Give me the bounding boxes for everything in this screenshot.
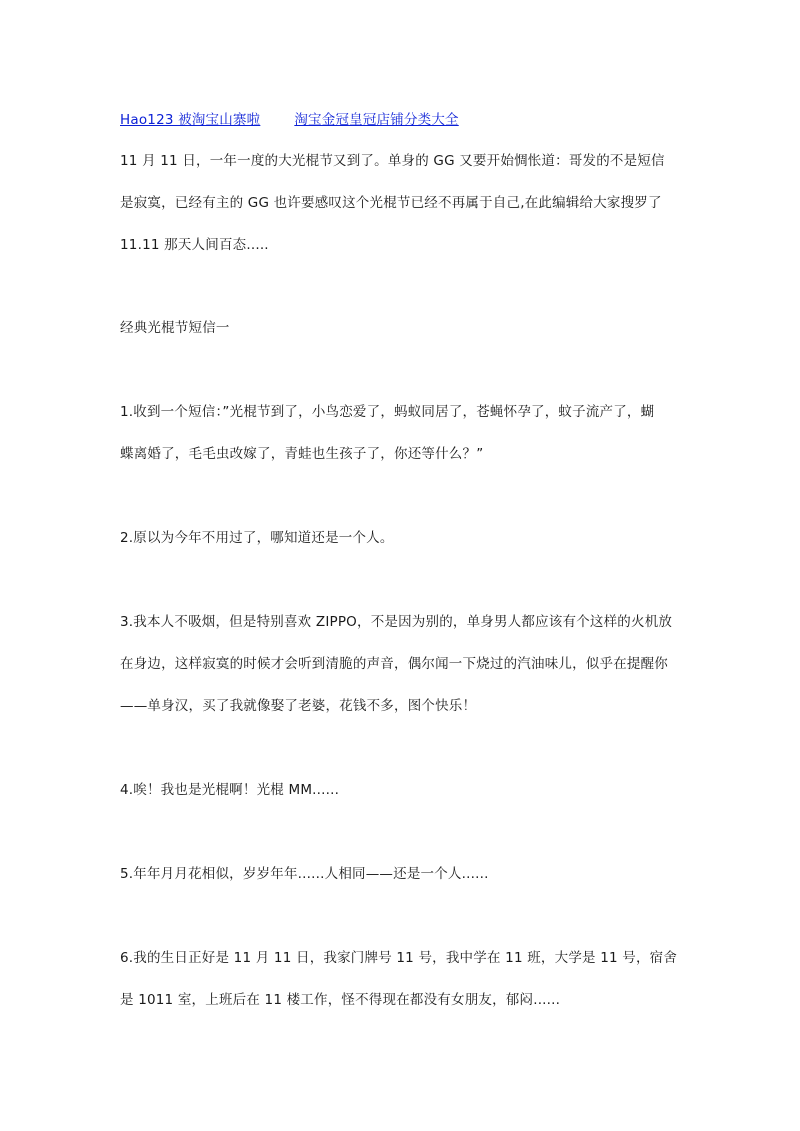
item-1-line-2: 蝶离婚了，毛毛虫改嫁了，青蛙也生孩子了，你还等什么？” bbox=[120, 446, 484, 462]
item-3-line-3: ——单身汉，买了我就像娶了老婆，花钱不多，图个快乐！ bbox=[120, 698, 477, 714]
item-6-line-1: 6.我的生日正好是 11 月 11 日，我家门牌号 11 号，我中学在 11 班，大学是 11 号，宿舍 bbox=[120, 950, 678, 966]
item-3-line-1: 3.我本人不吸烟，但是特别喜欢 ZIPPO，不是因为别的，单身男人都应该有个这样的火机放 bbox=[120, 614, 673, 630]
item-3-line-2: 在身边，这样寂寞的时候才会听到清脆的声音，偶尔闻一下烧过的汽油味儿，似乎在提醒你 bbox=[120, 656, 668, 672]
section-title: 经典光棍节短信一 bbox=[120, 320, 230, 336]
link-taobao-stores[interactable]: 淘宝金冠皇冠店铺分类大全 bbox=[294, 112, 459, 128]
intro-line-3: 11.11 那天人间百态..... bbox=[120, 237, 269, 253]
related-links bbox=[120, 110, 459, 130]
item-2-line-1: 2.原以为今年不用过了，哪知道还是一个人。 bbox=[120, 530, 394, 546]
link-hao123[interactable]: Hao123 被淘宝山寨啦 bbox=[120, 112, 261, 128]
item-5-line-1: 5.年年月月花相似，岁岁年年......人相同——还是一个人...... bbox=[120, 866, 489, 882]
intro-line-1: 11 月 11 日，一年一度的大光棍节又到了。单身的 GG 又要开始惆怅道：哥发的不是短信 bbox=[120, 153, 665, 169]
intro-line-2: 是寂寞，已经有主的 GG 也许要感叹这个光棍节已经不再属于自己,在此编辑给大家搜罗了 bbox=[120, 195, 662, 211]
item-1-line-1: 1.收到一个短信：”光棍节到了，小鸟恋爱了，蚂蚁同居了，苍蝇怀孕了，蚊子流产了，蝴 bbox=[120, 404, 655, 420]
item-6-line-2: 是 1011 室，上班后在 11 楼工作，怪不得现在都没有女朋友，郁闷...... bbox=[120, 992, 561, 1008]
item-4-line-1: 4.唉！我也是光棍啊！光棍 MM...... bbox=[120, 782, 340, 798]
